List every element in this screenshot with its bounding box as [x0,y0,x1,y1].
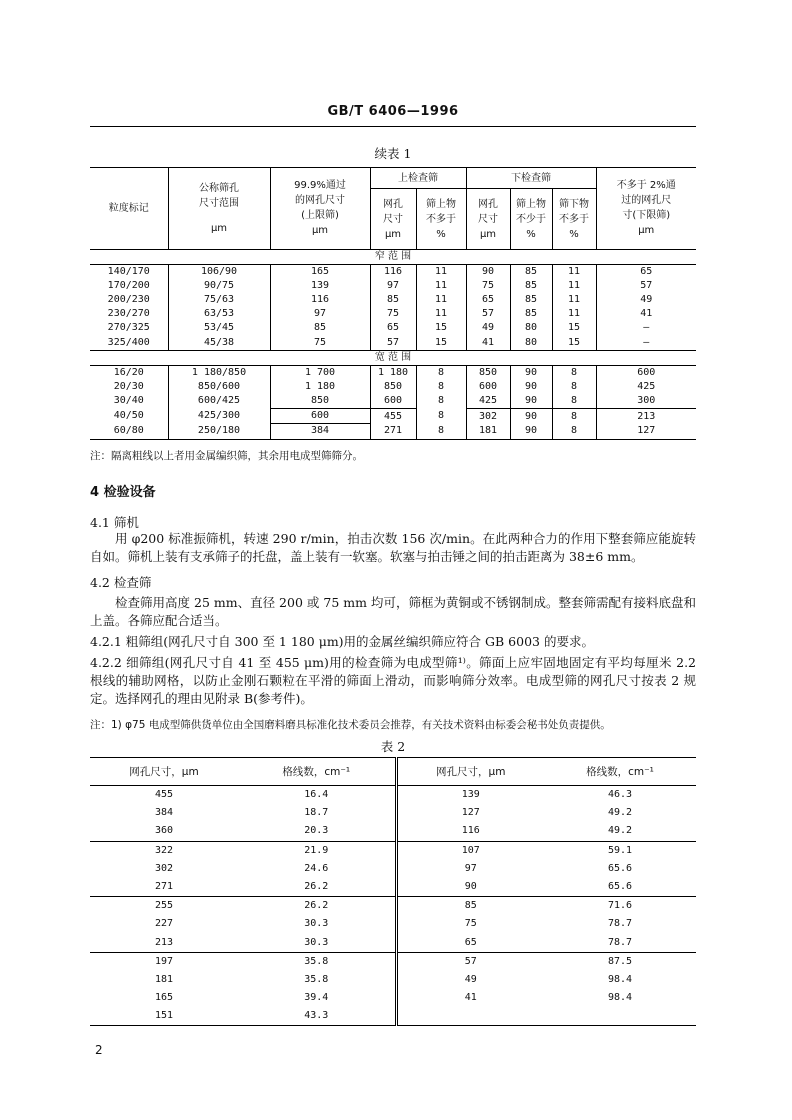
table-row: 230/270 63/53 97 75 11 57 85 11 41 [90,307,696,321]
th-grain: 粒度标记 [108,202,149,214]
th-max2: 不多于 2%通 过的网孔尺 寸(下限筛) μm [596,168,696,250]
table-row: 213 30.3 65 78.7 [90,934,696,953]
table-row: 181 35.8 49 98.4 [90,971,696,989]
th-upper-sieve: 上检查筛 [370,168,466,189]
table-row: 170/200 90/75 139 97 11 75 85 11 57 [90,279,696,293]
table2 [90,757,696,1026]
table-row: 360 20.3 116 49.2 [90,822,696,841]
table-row: 302 24.6 97 65.6 [90,860,696,878]
table-row: 325/400 45/38 75 57 15 41 80 15 — [90,335,696,350]
table-row: 255 26.2 85 71.6 [90,897,696,916]
th-upper-on: 筛上物 不多于 % [416,189,466,250]
page-number: 2 [95,1043,103,1057]
section-4-2-text: 检查筛用高度 25 mm、直径 200 或 75 mm 均可，筛框为黄铜或不锈钢制成。整套筛需配有接料底盘和上盖。各筛应配合适当。 [90,595,696,628]
section-wide-range: 宽 范 围 [90,350,696,365]
table-row: 140/170 106/90 165 116 11 90 85 11 65 [90,264,696,279]
table-row: 16/20 1 180/850 1 700 1 180 8 850 90 8 600 [90,365,696,380]
table-row: 227 30.3 75 78.7 [90,915,696,933]
section-4-1-text: 用 φ200 标准振筛机，转速 290 r/min，拍击次数 156 次/min。在此两种合力的作用下整套筛应能旋转自如。筛机上装有支承筛子的托盘，盖上装有一软塞。软塞与拍击锤之间的拍击距离为 38±6 mm。 [90,531,696,564]
th-lower-under: 筛下物 不多于 % [552,189,596,250]
th-upper-mesh: 网孔 尺寸 μm [370,189,416,250]
table-row: 20/30 850/600 1 180 850 8 600 90 8 425 [90,380,696,394]
table-row: 384 18.7 127 49.2 [90,804,696,822]
section-4-2-2-text: 4.2.2 细筛组(网孔尺寸自 41 至 455 μm)用的检查筛为电成型筛¹⁾。筛面上应牢固地固定有平均每厘米 2.2 根线的辅助网格，以防止金刚石颗粒在平滑的筛面上滑动，而影响筛分效率。电成型筛的网孔尺寸按表 2 规定。选择网孔的理由见附录 B(参考件)。 [90,655,696,706]
standard-header: GB/T 6406—1996 [327,104,459,119]
th-lower-on: 筛上物 不少于 % [510,189,552,250]
t2-col-mesh-left: 网孔尺寸，μm [90,758,238,786]
section-4-2-title: 4.2 检查筛 [90,575,152,590]
table-row: 60/80 250/180 384 271 8 181 90 8 127 [90,424,696,439]
t2-col-lines-right: 格线数，cm⁻¹ [544,758,696,786]
footnote: 注：1) φ75 电成型筛供货单位由全国磨料磨具标准化技术委员会推荐，有关技术资料由标委会秘书处负责提供。 [90,719,611,731]
section-4-2-1-text: 4.2.1 粗筛组(网孔尺寸自 300 至 1 180 μm)用的金属丝编织筛应符合 GB 6003 的要求。 [90,634,594,649]
th-pass999: 99.9%通过 的网孔尺寸 (上限筛) μm [270,168,370,250]
t2-col-mesh-right: 网孔尺寸，μm [396,758,544,786]
section-4-heading: 4 检验设备 [90,485,156,500]
table1 [90,167,696,440]
table2-caption: 表 2 [380,739,406,754]
table-row: 40/50 425/300 600 455 8 302 90 8 213 [90,409,696,424]
header-rule [90,126,696,127]
table-row: 165 39.4 41 98.4 [90,989,696,1007]
table-row: 322 21.9 107 59.1 [90,841,696,860]
table1-note: 注：隔离粗线以上者用金属编织筛，其余用电成型筛筛分。 [90,450,363,462]
table-row: 200/230 75/63 116 85 11 65 85 11 49 [90,293,696,307]
table-row: 151 43.3 [90,1007,696,1026]
th-lower-sieve: 下检查筛 [466,168,596,189]
t2-col-lines-left: 格线数，cm⁻¹ [238,758,396,786]
table-row: 271 26.2 90 65.6 [90,878,696,897]
th-lower-mesh: 网孔 尺寸 μm [466,189,510,250]
section-4-1-title: 4.1 筛机 [90,515,139,530]
table-row: 455 16.4 139 46.3 [90,786,696,805]
table1-caption: 续表 1 [374,146,412,161]
table-row: 270/325 53/45 85 65 15 49 80 15 — [90,321,696,335]
table-row: 30/40 600/425 850 600 8 425 90 8 300 [90,394,696,409]
section-narrow-range: 窄 范 围 [90,249,696,264]
table-row: 197 35.8 57 87.5 [90,952,696,971]
th-nominal: 公称筛孔 尺寸范围 μm [168,168,270,250]
